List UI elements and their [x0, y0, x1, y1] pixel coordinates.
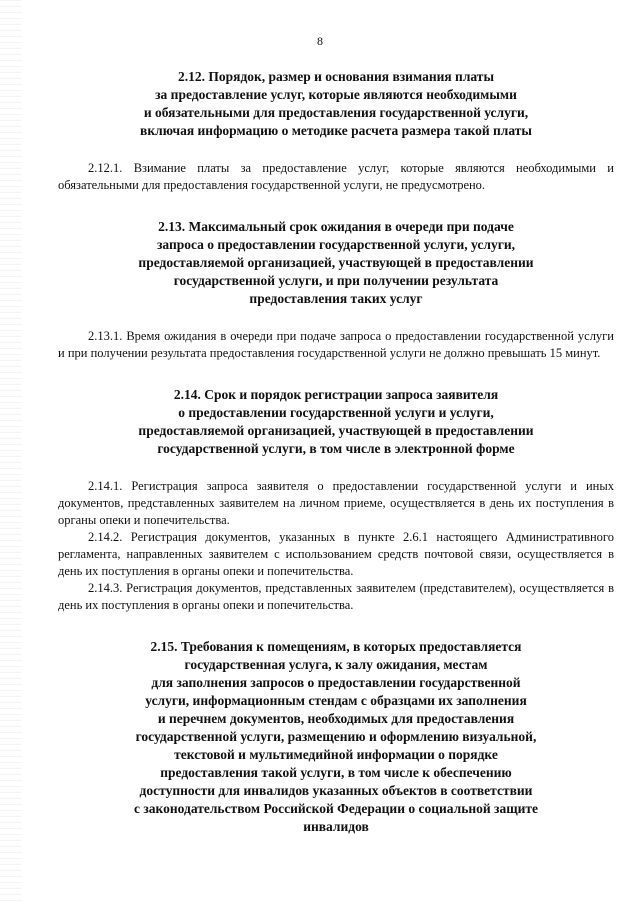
- heading-line: предоставляемой организацией, участвующей в предоставлении: [138, 255, 534, 270]
- heading-line: и перечнем документов, необходимых для предоставления: [157, 711, 515, 726]
- heading-line: инвалидов: [303, 819, 369, 834]
- paragraph-2-12-1: 2.12.1. Взимание платы за предоставление услуг, которые являются необходимыми и обязательными для предоставления государственной услуги, не предусмотрено.: [58, 161, 614, 192]
- heading-line: услуги, информационным стендам с образцами их заполнения: [145, 693, 527, 708]
- heading-line: 2.13. Максимальный срок ожидания в очереди при подаче: [158, 219, 514, 234]
- heading-line: включая информацию о методике расчета размера такой платы: [140, 123, 532, 138]
- heading-line: предоставления такой услуги, в том числе к обеспечению: [160, 765, 512, 780]
- heading-line: для заполнения запросов о предоставлении государственной: [151, 675, 521, 690]
- heading-line: 2.14. Срок и порядок регистрации запроса заявителя: [173, 387, 499, 402]
- section-heading-2-13: [58, 218, 614, 308]
- heading-line: государственной услуги, в том числе в электронной форме: [157, 441, 515, 456]
- heading-line: предоставления таких услуг: [249, 291, 423, 306]
- paragraph-2-14-1: 2.14.1. Регистрация запроса заявителя о предоставлении государственной услуги и иных документов, представленных заявителем на личном приеме, осуществляется в день их поступления в органы опеки и попечительства.: [58, 479, 614, 527]
- scan-edge-artifact: [0, 0, 22, 905]
- section-heading-2-14: [58, 386, 614, 458]
- heading-line: 2.15. Требования к помещениям, в которых предоставляется: [150, 639, 522, 654]
- paragraph-2-13-1: 2.13.1. Время ожидания в очереди при подаче запроса о предоставлении государственной услуги и при получении результата предоставления государственной услуги не должно превышать 15 минут.: [58, 329, 614, 360]
- heading-line: о предоставлении государственной услуги и услуги,: [178, 405, 494, 420]
- heading-line: запроса о предоставлении государственной услуги, услуги,: [156, 237, 515, 252]
- section-heading-2-12: [58, 68, 614, 140]
- paragraph-2-14-2: 2.14.2. Регистрация документов, указанных в пункте 2.6.1 настоящего Административного регламента, направленных заявителем с использованием средств почтовой связи, осуществляется в день их поступления в органы опеки и попечительства.: [58, 530, 614, 578]
- page-number: 8: [317, 34, 323, 48]
- heading-line: 2.12. Порядок, размер и основания взимания платы: [178, 69, 494, 84]
- heading-line: государственной услуги, и при получении результата: [173, 273, 499, 288]
- heading-line: за предоставление услуг, которые являются необходимыми: [155, 87, 517, 102]
- section-heading-2-15: [58, 638, 614, 836]
- heading-line: текстовой и мультимедийной информации о порядке: [174, 747, 498, 762]
- heading-line: доступности для инвалидов указанных объектов в соответствии: [139, 783, 533, 798]
- heading-line: государственной услуги, размещению и оформлению визуальной,: [135, 729, 537, 744]
- heading-line: предоставляемой организацией, участвующей в предоставлении: [138, 423, 534, 438]
- heading-line: государственная услуга, к залу ожидания, местам: [184, 657, 488, 672]
- heading-line: с законодательством Российской Федерации о социальной защите: [133, 801, 539, 816]
- paragraph-2-14-3: 2.14.3. Регистрация документов, представленных заявителем (представителем), осуществляется в день их поступления в органы опеки и попечительства.: [58, 581, 614, 612]
- heading-line: и обязательными для предоставления государственной услуги,: [143, 105, 529, 120]
- document-content: [58, 68, 614, 836]
